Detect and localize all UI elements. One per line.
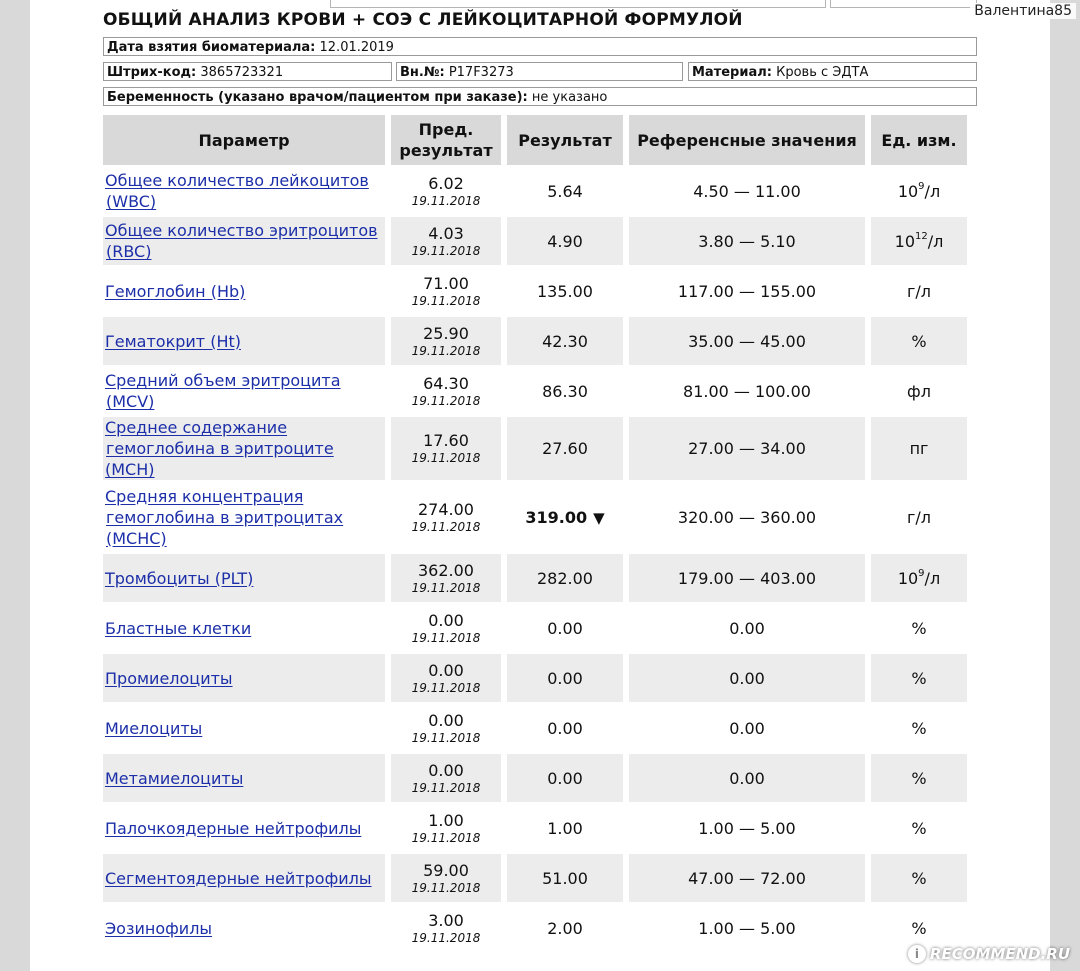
- prev-result-cell: [391, 265, 507, 315]
- prev-result-value: 25.90: [423, 323, 469, 343]
- recommend-watermark: [908, 945, 1070, 963]
- table-header-row: [103, 115, 967, 165]
- param-cell: [103, 552, 391, 602]
- param-cell: [103, 902, 391, 952]
- result-value: 1.00: [547, 818, 583, 838]
- results-body: [103, 165, 967, 952]
- unit-base: %: [911, 868, 927, 888]
- table-row: [103, 480, 967, 552]
- header-prev-line1: Пред.: [418, 120, 474, 139]
- prev-result-date: 19.11.2018: [411, 451, 481, 465]
- param-name-line[interactable]: Миелоциты: [105, 718, 203, 738]
- unit-cell: [871, 480, 967, 552]
- unit-base: %: [911, 718, 927, 738]
- prev-result-date: 19.11.2018: [411, 243, 481, 258]
- table-row: [103, 852, 967, 902]
- table-row: [103, 315, 967, 365]
- param-cell: [103, 215, 391, 265]
- unit-cell: [871, 852, 967, 902]
- prev-result-date: 19.11.2018: [411, 519, 481, 534]
- param-cell: [103, 265, 391, 315]
- prev-result-value: 0.00: [428, 710, 464, 730]
- result-cell: [507, 365, 629, 415]
- unit-base: г/л: [906, 507, 932, 527]
- material-value: Кровь с ЭДТА: [776, 65, 869, 80]
- reference-cell: 35.00 — 45.00: [629, 315, 871, 365]
- result-cell: [507, 702, 629, 752]
- unit-cell: [871, 365, 967, 415]
- result-value: 2.00: [547, 918, 583, 938]
- result-cell: [507, 265, 629, 315]
- reference-cell: 0.00: [629, 702, 871, 752]
- param-name-line[interactable]: Палочкоядерные нейтрофилы: [105, 818, 362, 838]
- prev-result-value: 0.00: [428, 610, 464, 630]
- barcode-value: 3865723321: [200, 65, 284, 80]
- prev-result-value: 274.00: [418, 499, 474, 519]
- param-name-line[interactable]: Средний объем эритроцита: [105, 371, 341, 390]
- header-param: Параметр: [103, 115, 391, 165]
- collection-date-value: 12.01.2019: [319, 40, 394, 55]
- cropped-field-top-right: [830, 0, 977, 8]
- prev-result-date: 19.11.2018: [411, 680, 481, 695]
- unit-cell: [871, 752, 967, 802]
- header-reference: Референсные значения: [629, 115, 871, 165]
- unit-base: %: [911, 818, 927, 838]
- unit-base: г/л: [906, 281, 932, 301]
- result-cell: [507, 902, 629, 952]
- param-link[interactable]: [105, 619, 251, 638]
- unit-base: %: [911, 618, 927, 638]
- param-name-line[interactable]: Эозинофилы: [105, 918, 213, 938]
- prev-result-date: 19.11.2018: [411, 780, 481, 795]
- param-name-line[interactable]: Общее количество лейкоцитов: [105, 171, 369, 190]
- prev-result-date: 19.11.2018: [411, 193, 481, 208]
- prev-result-cell: [391, 365, 507, 415]
- result-value: 0.00: [547, 618, 583, 638]
- table-row: [103, 165, 967, 215]
- param-name-line[interactable]: Сегментоядерные нейтрофилы: [105, 868, 372, 888]
- param-cell: [103, 802, 391, 852]
- param-name-line[interactable]: гемоглобина в эритроцитах: [106, 507, 344, 527]
- prev-result-value: 0.00: [428, 760, 464, 780]
- reference-cell: 4.50 — 11.00: [629, 165, 871, 215]
- table-row: [103, 415, 967, 480]
- param-name-line[interactable]: (MCV): [106, 392, 155, 411]
- prev-result-cell: [391, 552, 507, 602]
- unit-cell: [871, 215, 967, 265]
- material-label: Материал:: [692, 65, 772, 80]
- param-link[interactable]: [105, 332, 241, 351]
- barcode-label: Штрих-код:: [107, 65, 197, 80]
- pregnancy-value: не указано: [531, 90, 608, 105]
- page-title: ОБЩИЙ АНАЛИЗ КРОВИ + СОЭ С ЛЕЙКОЦИТАРНОЙ ФОРМУЛОЙ: [103, 10, 743, 30]
- prev-result-cell: [391, 802, 507, 852]
- reference-cell: 3.80 — 5.10: [629, 215, 871, 265]
- param-cell: [103, 602, 391, 652]
- internal-number-value: P17F3273: [448, 65, 514, 80]
- prev-result-value: 59.00: [423, 860, 469, 880]
- prev-result-cell: [391, 165, 507, 215]
- unit-base: %: [911, 768, 927, 788]
- collection-date-field: [103, 37, 977, 56]
- unit-base: 10: [897, 568, 919, 588]
- result-value: 4.90: [547, 231, 583, 251]
- reference-cell: 0.00: [629, 752, 871, 802]
- prev-result-date: 19.11.2018: [411, 630, 481, 645]
- prev-result-cell: [391, 315, 507, 365]
- result-cell: [507, 315, 629, 365]
- param-name-line[interactable]: (RBC): [106, 242, 152, 261]
- unit-tail: /л: [924, 568, 941, 588]
- param-name-line[interactable]: Общее количество эритроцитов: [105, 221, 378, 240]
- table-row: [103, 602, 967, 652]
- unit-base: 10: [894, 231, 915, 251]
- result-value: 27.60: [542, 439, 588, 458]
- param-name-line[interactable]: Гематокрит (Ht): [105, 331, 241, 351]
- prev-result-value: 362.00: [418, 560, 474, 580]
- table-row: [103, 752, 967, 802]
- unit-cell: [871, 802, 967, 852]
- header-result: Результат: [507, 115, 629, 165]
- unit-cell: [871, 702, 967, 752]
- result-value: 42.30: [542, 331, 588, 351]
- table-row: [103, 215, 967, 265]
- result-cell: [507, 552, 629, 602]
- reference-cell: 0.00: [629, 652, 871, 702]
- param-link[interactable]: [105, 719, 202, 738]
- param-link[interactable]: [105, 171, 369, 211]
- prev-result-date: 19.11.2018: [411, 930, 481, 945]
- unit-base: %: [911, 668, 927, 688]
- unit-cell: [871, 652, 967, 702]
- unit-base: 10: [897, 181, 919, 201]
- param-link[interactable]: [105, 221, 378, 261]
- unit-base: фл: [907, 381, 931, 401]
- unit-exponent: 9: [918, 181, 925, 193]
- result-value: 135.00: [537, 281, 593, 301]
- header-unit: Ед. изм.: [871, 115, 967, 165]
- prev-result-cell: [391, 480, 507, 552]
- prev-result-value: 4.03: [428, 223, 464, 243]
- pregnancy-label: Беременность (указано врачом/пациентом при заказе):: [107, 90, 528, 105]
- unit-base: пг: [909, 439, 929, 458]
- param-cell: [103, 752, 391, 802]
- result-cell: [507, 165, 629, 215]
- prev-result-cell: [391, 215, 507, 265]
- param-cell: [103, 702, 391, 752]
- result-cell: [507, 752, 629, 802]
- prev-result-value: 64.30: [423, 373, 469, 393]
- param-link[interactable]: [105, 487, 343, 548]
- prev-result-date: 19.11.2018: [411, 393, 481, 408]
- unit-base: %: [911, 331, 927, 351]
- prev-result-date: 19.11.2018: [411, 293, 481, 308]
- param-cell: [103, 652, 391, 702]
- material-field: [688, 62, 977, 81]
- table-row: [103, 802, 967, 852]
- param-name-line[interactable]: Гемоглобин (Hb): [105, 281, 246, 301]
- barcode-field: [103, 62, 392, 81]
- username-watermark: Валентина85: [970, 3, 1076, 19]
- result-value: 5.64: [547, 181, 583, 201]
- prev-result-date: 19.11.2018: [411, 880, 481, 895]
- prev-result-cell: [391, 602, 507, 652]
- param-cell: [103, 365, 391, 415]
- result-cell: [507, 852, 629, 902]
- unit-tail: /л: [927, 231, 944, 251]
- recommend-text: RECOMMEND.RU: [929, 945, 1070, 963]
- header-prev-result: [391, 115, 507, 165]
- prev-result-cell: [391, 902, 507, 952]
- internal-number-label: Вн.№:: [400, 65, 445, 80]
- param-name-line[interactable]: (WBC): [106, 192, 157, 211]
- reference-cell: 179.00 — 403.00: [629, 552, 871, 602]
- reference-cell: 117.00 — 155.00: [629, 265, 871, 315]
- param-link[interactable]: [105, 569, 253, 588]
- reference-cell: 47.00 — 72.00: [629, 852, 871, 902]
- internal-number-field: [396, 62, 683, 81]
- prev-result-value: 0.00: [428, 660, 464, 680]
- param-cell: [103, 415, 391, 480]
- prev-result-date: 19.11.2018: [411, 830, 481, 845]
- param-link[interactable]: [105, 418, 334, 479]
- reference-cell: 1.00 — 5.00: [629, 902, 871, 952]
- prev-result-date: 19.11.2018: [411, 580, 481, 595]
- result-value: 51.00: [542, 868, 588, 888]
- param-name-line[interactable]: Тромбоциты (PLT): [105, 568, 254, 588]
- param-name-line[interactable]: (MCHC): [106, 528, 167, 548]
- table-row: [103, 552, 967, 602]
- prev-result-cell: [391, 752, 507, 802]
- param-link[interactable]: [105, 371, 341, 411]
- param-name-line[interactable]: Средняя концентрация: [105, 486, 304, 506]
- result-cell: [507, 215, 629, 265]
- info-circle-icon: i: [908, 945, 926, 963]
- unit-exponent: 9: [918, 568, 925, 580]
- param-cell: [103, 480, 391, 552]
- unit-cell: [871, 265, 967, 315]
- reference-cell: 0.00: [629, 602, 871, 652]
- table-row: [103, 702, 967, 752]
- unit-tail: /л: [924, 181, 941, 201]
- result-cell: [507, 652, 629, 702]
- param-link[interactable]: [105, 282, 245, 301]
- param-cell: [103, 165, 391, 215]
- prev-result-date: 19.11.2018: [411, 730, 481, 745]
- param-cell: [103, 852, 391, 902]
- param-link[interactable]: [105, 769, 243, 788]
- prev-result-cell: [391, 652, 507, 702]
- result-cell: [507, 415, 629, 480]
- results-table: [103, 115, 967, 952]
- result-cell: [507, 480, 629, 552]
- unit-cell: [871, 552, 967, 602]
- prev-result-value: 17.60: [423, 431, 469, 450]
- reference-cell: 27.00 — 34.00: [629, 415, 871, 480]
- unit-cell: [871, 315, 967, 365]
- param-link[interactable]: [105, 819, 361, 838]
- param-name-line[interactable]: Среднее содержание: [105, 418, 288, 437]
- result-value: 0.00: [547, 668, 583, 688]
- result-value: 0.00: [547, 718, 583, 738]
- below-range-arrow-icon: ▼: [593, 508, 605, 527]
- prev-result-value: 6.02: [428, 173, 464, 193]
- prev-result-value: 1.00: [428, 810, 464, 830]
- unit-cell: [871, 602, 967, 652]
- param-name-line[interactable]: гемоглобина в эритроците (MCH): [105, 439, 334, 479]
- table-row: [103, 652, 967, 702]
- pregnancy-field: [103, 87, 977, 106]
- prev-result-date: 19.11.2018: [411, 343, 481, 358]
- result-cell: [507, 802, 629, 852]
- unit-exponent: 12: [915, 231, 928, 243]
- unit-cell: [871, 415, 967, 480]
- unit-cell: [871, 165, 967, 215]
- reference-cell: 1.00 — 5.00: [629, 802, 871, 852]
- prev-result-value: 3.00: [428, 910, 464, 930]
- prev-result-value: 71.00: [423, 273, 469, 293]
- prev-result-cell: [391, 415, 507, 480]
- cropped-field-top: [330, 0, 826, 8]
- reference-cell: 320.00 — 360.00: [629, 480, 871, 552]
- prev-result-cell: [391, 702, 507, 752]
- param-name-line[interactable]: Метамиелоциты: [105, 768, 244, 788]
- result-value: 282.00: [537, 568, 593, 588]
- unit-base: %: [911, 918, 927, 938]
- param-link[interactable]: [105, 919, 212, 938]
- table-row: [103, 365, 967, 415]
- param-name-line[interactable]: Промиелоциты: [105, 668, 233, 688]
- prev-result-cell: [391, 852, 507, 902]
- param-link[interactable]: [105, 669, 233, 688]
- table-row: [103, 265, 967, 315]
- header-prev-line2: результат: [399, 141, 493, 160]
- reference-cell: 81.00 — 100.00: [629, 365, 871, 415]
- result-value: 86.30: [542, 381, 588, 401]
- table-row: [103, 902, 967, 952]
- result-value: 319.00: [525, 507, 588, 527]
- param-name-line[interactable]: Бластные клетки: [105, 618, 252, 638]
- param-link[interactable]: [105, 869, 372, 888]
- collection-date-label: Дата взятия биоматериала:: [107, 40, 316, 55]
- result-cell: [507, 602, 629, 652]
- param-cell: [103, 315, 391, 365]
- result-value: 0.00: [547, 768, 583, 788]
